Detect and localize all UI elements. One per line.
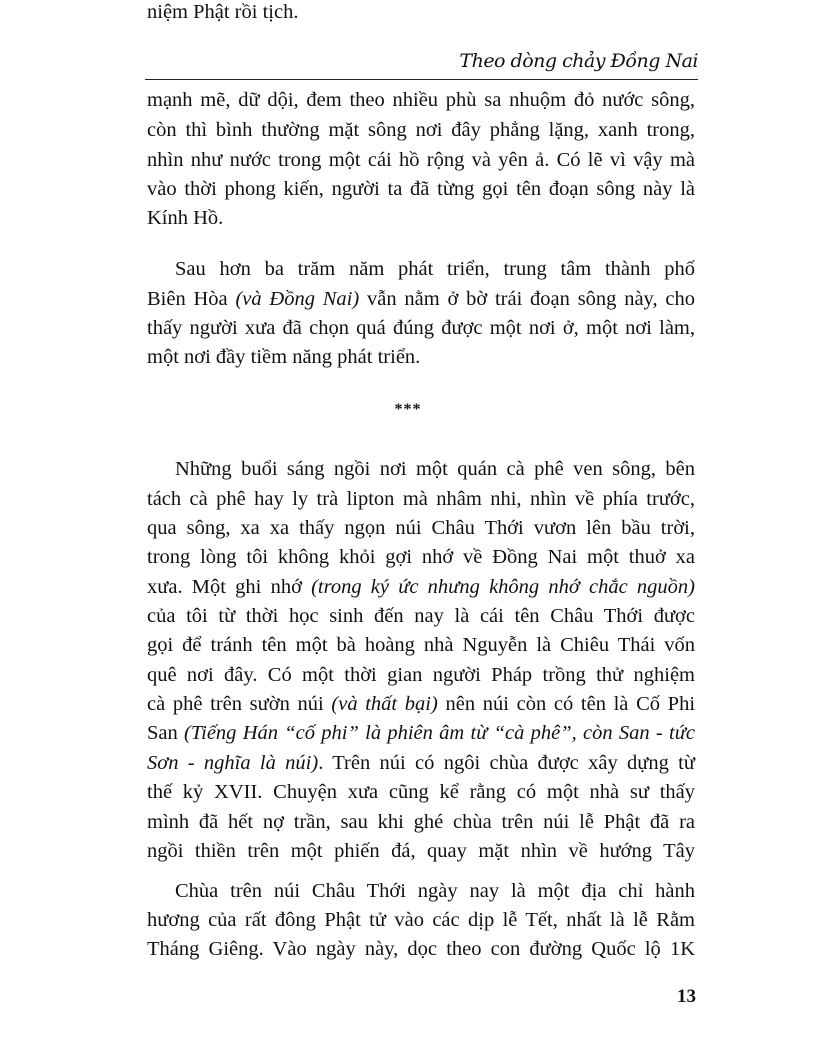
text-segment: vẫn nằm ở bờ trái đoạn sông này, cho (359, 288, 695, 310)
text-line (147, 545, 695, 569)
text-segment: một nơi đầy tiềm năng phát triển. (147, 346, 421, 368)
text-segment: mình đã hết nợ trần, sau khi ghé chùa trên núi lễ Phật đã ra (147, 811, 695, 833)
text-line (147, 345, 695, 369)
text-segment: Biên Hòa (147, 288, 236, 310)
text-segment: nhìn như nước trong một cái hồ rộng và yên ả. Có lẽ vì vậy mà (147, 149, 695, 171)
text-segment: Tháng Giêng. Vào ngày này, dọc theo con đường Quốc lộ 1K (147, 938, 695, 960)
text-segment: hương của rất đông Phật tử vào các dịp lễ Tết, nhất là lễ Rằm (147, 909, 695, 931)
text-segment: Sau hơn ba trăm năm phát triển, trung tâm thành phố (175, 258, 695, 280)
text-segment: nên núi còn có tên là Cố Phi (437, 693, 696, 715)
text-segment: quê nơi đây. Có một thời gian người Pháp trồng thử nghiệm (147, 664, 695, 686)
text-line (147, 810, 695, 834)
text-line (147, 118, 695, 142)
text-line (147, 287, 695, 311)
page-number: 13 (677, 986, 696, 1007)
text-line (147, 177, 695, 201)
text-line (147, 316, 695, 340)
text-segment: Kính Hồ. (147, 207, 224, 229)
text-line (147, 879, 695, 903)
text-segment: mạnh mẽ, dữ dội, đem theo nhiều phù sa nhuộm đỏ nước sông, (147, 89, 695, 111)
text-line (147, 148, 695, 172)
text-segment: Chùa trên núi Châu Thới ngày nay là một địa chỉ hành (175, 880, 695, 902)
text-segment: Những buổi sáng ngồi nơi một quán cà phê ven sông, bên (175, 458, 695, 480)
text-segment: còn thì bình thường mặt sông nơi đây phẳng lặng, xanh trong, (147, 119, 695, 141)
text-line (147, 516, 695, 540)
italic-text-segment: (và thất bại) (331, 693, 438, 715)
text-line (147, 457, 695, 481)
text-segment: thấy người xưa đã chọn quá đúng được một nơi ở, một nơi làm, (147, 317, 695, 339)
text-line (147, 839, 695, 863)
italic-text-segment: (trong ký ức nhưng không nhớ chắc nguồn) (311, 576, 695, 598)
italic-text-segment: (và Đồng Nai) (235, 288, 360, 310)
text-line (147, 908, 695, 932)
text-line (147, 257, 695, 281)
running-header-title: Theo dòng chảy Đồng Nai (459, 50, 698, 72)
text-segment: xưa. Một ghi nhớ (147, 576, 312, 598)
text-line (147, 633, 695, 657)
text-segment: qua sông, xa xa thấy ngọn núi Châu Thới vươn lên bầu trời, (147, 517, 695, 539)
text-segment: tách cà phê hay ly trà lipton mà nhâm nhi, nhìn về phía trước, (147, 488, 695, 510)
text-segment: vào thời phong kiến, người ta đã từng gọi tên đoạn sông này là (147, 178, 695, 200)
text-line (147, 721, 695, 745)
italic-text-segment: Sơn - nghĩa là núi) (147, 752, 319, 774)
text-line (147, 575, 695, 599)
text-segment: niệm Phật rồi tịch. (147, 1, 299, 23)
text-segment: ngồi thiền trên một phiến đá, quay mặt nhìn về hướng Tây (147, 840, 695, 862)
text-line (147, 604, 695, 628)
text-segment: thế kỷ XVII. Chuyện xưa cũng kể rằng có một nhà sư thấy (147, 781, 695, 803)
text-segment: trong lòng tôi không khỏi gợi nhớ về Đồng Nai một thuở xa (147, 546, 695, 568)
text-segment: cà phê trên sườn núi (147, 693, 332, 715)
text-line (147, 487, 695, 511)
text-line (147, 0, 695, 24)
text-segment: San (147, 722, 185, 744)
italic-text-segment: (Tiếng Hán “cố phi” là phiên âm từ “cà phê”, còn San - tức (184, 722, 696, 744)
text-segment: . Trên núi có ngôi chùa được xây dựng từ (318, 752, 695, 774)
text-line (147, 663, 695, 687)
text-line (147, 751, 695, 775)
text-segment: của tôi từ thời học sinh đến nay là cái tên Châu Thới được (147, 605, 695, 627)
header-divider (145, 79, 698, 80)
section-separator: *** (394, 401, 422, 418)
text-line (147, 88, 695, 112)
text-segment: gọi để tránh tên một bà hoàng nhà Nguyễn là Chiêu Thái vốn (147, 634, 695, 656)
text-line (147, 937, 695, 961)
text-line (147, 206, 695, 230)
text-line (147, 780, 695, 804)
text-line (147, 692, 695, 716)
